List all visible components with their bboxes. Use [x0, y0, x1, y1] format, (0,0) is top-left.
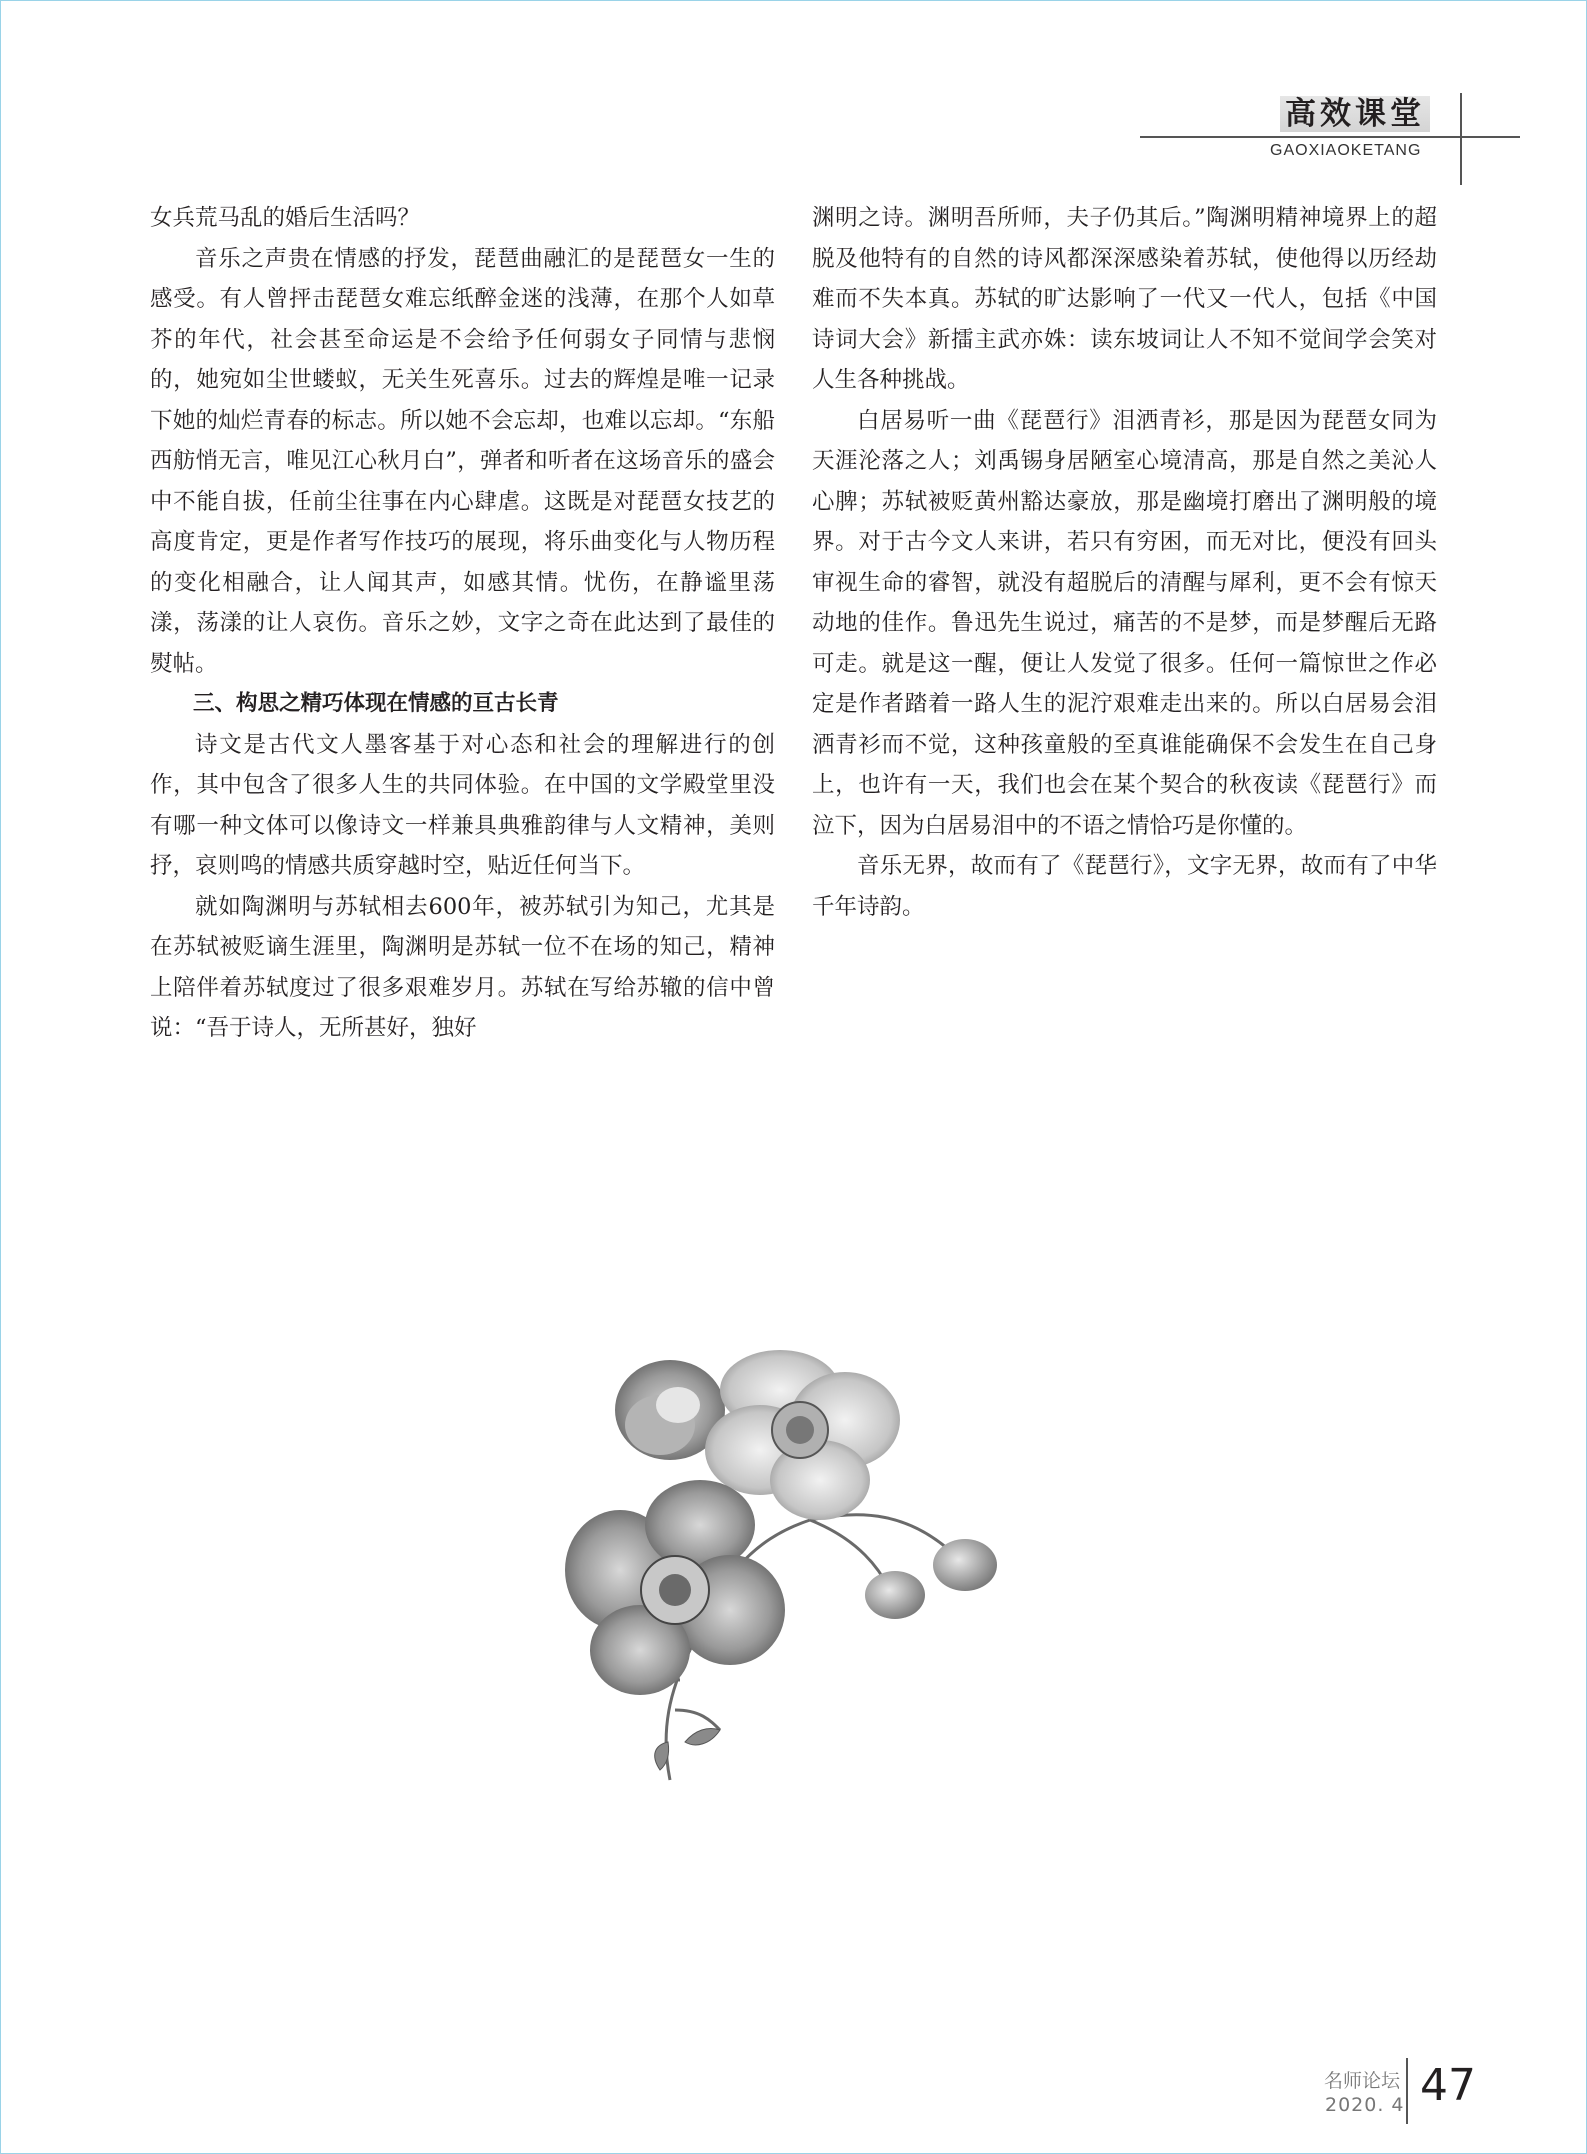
footer-vertical-rule: [1406, 2058, 1408, 2124]
paragraph: 女兵荒马乱的婚后生活吗？: [150, 205, 421, 231]
right-column: [812, 198, 1437, 927]
left-column: [150, 198, 775, 1049]
issue-date: 2020. 4: [1325, 2094, 1405, 2116]
paragraph: 音乐之声贵在情感的抒发，琵琶曲融汇的是琵琶女一生的感受。有人曾抨击琵琶女难忘纸醉金迷的浅薄，在那个人如草芥的年代，社会甚至命运是不会给予任何弱女子同情与悲悯的，她宛如尘世蝼蚁，无关生死喜乐。过去的辉煌是唯一记录下她的灿烂青春的标志。所以她不会忘却，也难以忘却。“东船西舫悄无言，唯见江心秋月白”，弹者和听者在这场音乐的盛会中不能自拔，任前尘往事在内心肆虐。这既是对琵琶女技艺的高度肯定，更是作者写作技巧的展现，将乐曲变化与人物历程的变化相融合，让人闻其声，如感其情。忧伤，在静谧里荡漾，荡漾的让人哀伤。音乐之妙，文字之奇在此达到了最佳的熨帖。: [150, 245, 775, 677]
paragraph: 诗文是古代文人墨客基于对心态和社会的理解进行的创作，其中包含了很多人生的共同体验。在中国的文学殿堂里没有哪一种文体可以像诗文一样兼具典雅韵律与人文精神，美则抒，哀则鸣的情感共质穿越时空，贴近任何当下。: [150, 731, 775, 879]
section-heading: 三、构思之精巧体现在情感的亘古长青: [193, 691, 559, 716]
paragraph: 白居易听一曲《琵琶行》泪洒青衫，那是因为琵琶女同为天涯沦落之人；刘禹锡身居陋室心境清高，那是自然之美沁人心脾；苏轼被贬黄州豁达豪放，那是幽境打磨出了渊明般的境界。对于古今文人来讲，若只有穷困，而无对比，便没有回头审视生命的睿智，就没有超脱后的清醒与犀利，更不会有惊天动地的佳作。鲁迅先生说过，痛苦的不是梦，而是梦醒后无路可走。就是这一醒，便让人发觉了很多。任何一篇惊世之作必定是作者踏着一路人生的泥泞艰难走出来的。所以白居易会泪洒青衫而不觉，这种孩童般的至真谁能确保不会发生在自己身上，也许有一天，我们也会在某个契合的秋夜读《琵琶行》而泣下，因为白居易泪中的不语之情恰巧是你懂的。: [812, 407, 1437, 839]
paragraph: 渊明之诗。渊明吾所师，夫子仍其后。”陶渊明精神境界上的超脱及他特有的自然的诗风都深深感染着苏轼，使他得以历经劫难而不失本真。苏轼的旷达影响了一代又一代人，包括《中国诗词大会》新擂主武亦姝：读东坡词让人不知不觉间学会笑对人生各种挑战。: [812, 205, 1437, 393]
section-title: 高效课堂: [1280, 96, 1430, 132]
page-number: 47: [1420, 2060, 1476, 2111]
header-rule: [1140, 136, 1520, 138]
paragraph: 音乐无界，故而有了《琵琶行》，文字无界，故而有了中华千年诗韵。: [812, 853, 1437, 920]
header-vertical-rule: [1460, 93, 1462, 185]
section-pinyin: GAOXIAOKETANG: [1270, 142, 1422, 159]
flower-illustration: [560, 1350, 1040, 1810]
paragraph: 就如陶渊明与苏轼相去600年，被苏轼引为知己，尤其是在苏轼被贬谪生涯里，陶渊明是苏轼一位不在场的知己，精神上陪伴着苏轼度过了很多艰难岁月。苏轼在写给苏辙的信中曾说：“吾于诗人，无所甚好，独好: [150, 893, 775, 1041]
journal-name: 名师论坛: [1324, 2070, 1401, 2092]
